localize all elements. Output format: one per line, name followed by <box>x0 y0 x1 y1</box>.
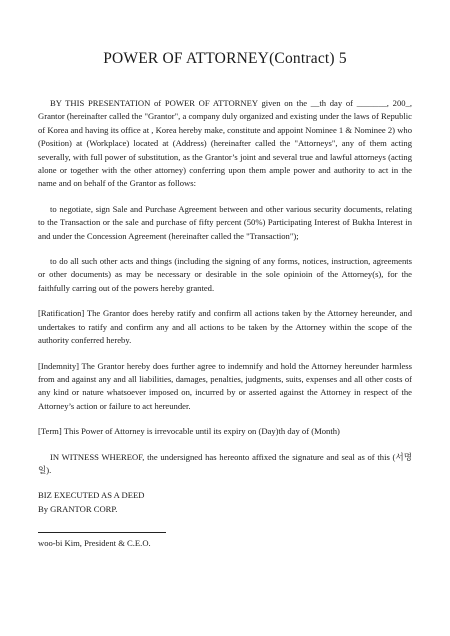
signatory-name: woo-bi Kim, President & C.E.O. <box>38 538 151 549</box>
executed-as-deed: BIZ EXECUTED AS A DEED <box>38 490 145 501</box>
term-paragraph: [Term] This Power of Attorney is irrevocable until its expiry on (Day)th day of (Month) <box>38 426 340 437</box>
clause-negotiate: to negotiate, sign Sale and Purchase Agreement between and other various security documents, relating to the Transaction or the sale and purchase of fifty percent (50%) Participating Interest of Bukha Interest in and under the Concession Agreement (hereinafter called the "Transaction"); <box>38 203 412 241</box>
ratification-paragraph: [Ratification] The Grantor does hereby ratify and confirm all actions taken by the Attorney hereunder, and undertakes to ratify and confirm any and all actions to be taken by the Attorney within the scope of the authority conferred hereby. <box>38 308 412 346</box>
clause-other-acts: to do all such other acts and things (including the signing of any forms, notices, instruction, agreements or other documents) as may be necessary or desirable in the sole opinioin of the Attorney(s), for the faithfully carring out of the powers hereby granted. <box>38 256 412 293</box>
by-grantor: By GRANTOR CORP. <box>38 503 118 514</box>
witness-paragraph: IN WITNESS WHEREOF, the undersigned has hereonto affixed the signature and seal as of this (서명일). <box>38 451 412 475</box>
document-title: POWER OF ATTORNEY(Contract) 5 <box>103 50 347 67</box>
signature-line <box>38 532 166 533</box>
indemnity-paragraph: [Indemnity] The Grantor hereby does further agree to indemnify and hold the Attorney hereunder harmless from and against any and all liabilities, damages, penalties, judgments, suits, expenses and all other costs of any kind or nature whatsoever imposed on, incurred by or asserted against the Attorney in respect of the Attorney’s action or failure to act hereunder. <box>38 360 412 411</box>
execution-block <box>38 489 412 516</box>
intro-paragraph: BY THIS PRESENTATION of POWER OF ATTORNEY given on the __th day of _______, 200_, Grantor (hereinafter called the "Grantor", a company duly organized and existing under the laws of Republic of Korea and having its office at , Korea hereby make, constitute and appoint Nominee 1 & Nominee 2) who (Position) at (Workplace) located at (Address) (hereinafter called the "Attorneys", any of them acting severally, with full power of substitution, as the Grantor’s joint and several true and lawful attorneys (acting alone or together with the other attorney) conferring upon them ample power and authority to act in the name and on behalf of the Grantor as follows: <box>38 98 412 189</box>
